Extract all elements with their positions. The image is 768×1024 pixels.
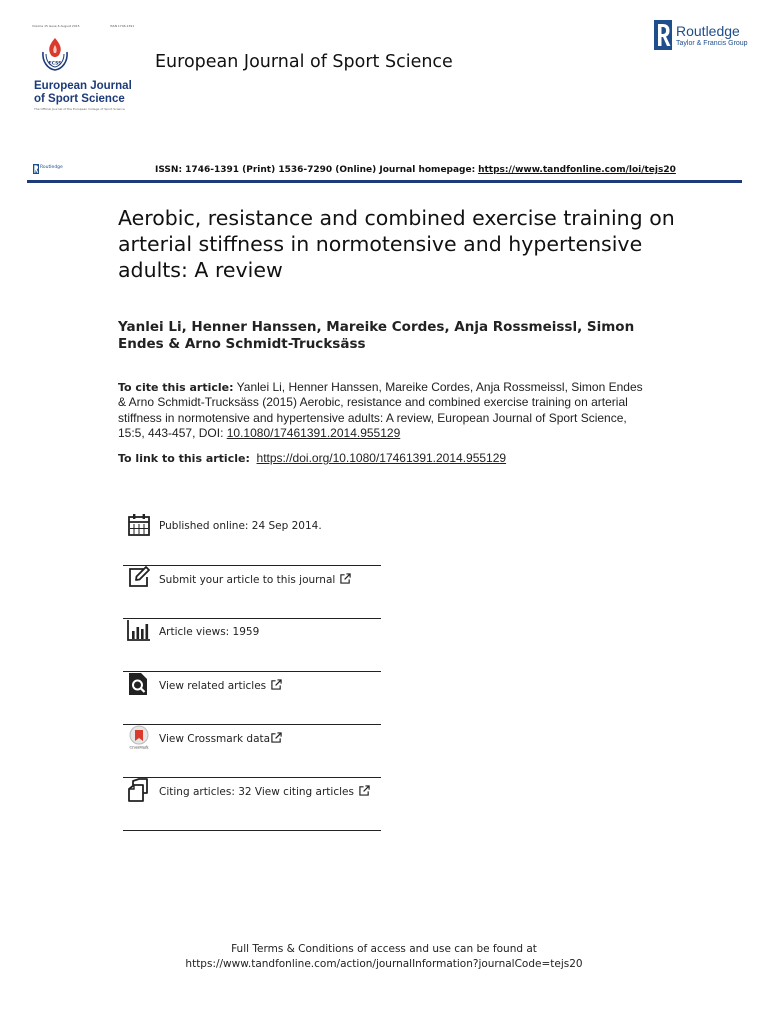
journal-cover-thumbnail xyxy=(28,24,138,114)
cover-title xyxy=(34,80,144,105)
published-online-row xyxy=(123,513,381,566)
citing-articles-link[interactable] xyxy=(159,785,370,798)
routledge-r-icon xyxy=(654,20,672,50)
publisher-name: Routledge xyxy=(676,23,740,39)
small-logo-text: Routledge xyxy=(40,165,63,170)
related-articles-row[interactable] xyxy=(123,672,381,725)
article-views-row xyxy=(123,619,381,672)
emblem-label: ECSS xyxy=(48,61,62,67)
cover-subtitle: The Official Journal of the European College of Sport Science xyxy=(34,107,125,111)
external-link-icon xyxy=(271,679,282,690)
issn-text: ISSN: 1746-1391 (Print) 1536-7290 (Online) Journal homepage: xyxy=(155,165,476,175)
article-link-line xyxy=(118,451,506,465)
article-views-text: Article views: 1959 xyxy=(159,626,260,638)
external-link-icon xyxy=(271,732,282,743)
publisher-group: Taylor & Francis Group xyxy=(676,40,748,47)
cover-issn-text: ISSN 1746-1391 xyxy=(110,24,135,28)
row-divider xyxy=(123,830,381,831)
article-title: Aerobic, resistance and combined exercise training on arterial stiffness in normotensive and hypertensive adults: A review xyxy=(118,206,675,282)
routledge-logo[interactable] xyxy=(654,20,754,52)
crossmark-text: View Crossmark data xyxy=(159,733,271,745)
bar-chart-icon xyxy=(127,619,151,643)
citing-articles-row[interactable] xyxy=(123,778,381,831)
footer-line1: Full Terms & Conditions of access and use can be found at xyxy=(231,943,537,955)
citation-label: To cite this article: xyxy=(118,381,234,394)
external-link-icon xyxy=(359,785,370,796)
citing-articles-text: Citing articles: 32 View citing articles xyxy=(159,786,354,798)
crossmark-row[interactable] xyxy=(123,725,381,778)
external-link-icon xyxy=(340,573,351,584)
crossmark-link[interactable] xyxy=(159,732,282,745)
search-document-icon xyxy=(127,672,151,696)
calendar-icon xyxy=(127,513,151,537)
cover-title-line1: European Journal xyxy=(34,80,132,92)
citing-articles-icon xyxy=(127,778,151,802)
article-doi-url[interactable]: https://doi.org/10.1080/17461391.2014.955129 xyxy=(256,451,507,465)
citation-block xyxy=(118,380,648,442)
published-online-text: Published online: 24 Sep 2014. xyxy=(159,520,322,532)
citation-text: Yanlei Li, Henner Hanssen, Mareike Cordes, Anja Rossmeissl, Simon Endes & Arno Schmidt-Trucksäss (2015) Aerobic, resistance and combined exercise training on arterial stiffness in normotensive and hypertensive adults: A review, European Journal of Sport Science, 15:5, 443-457, DOI: xyxy=(118,380,643,441)
crossmark-caption: CrossMark xyxy=(129,745,149,749)
submit-article-text: Submit your article to this journal xyxy=(159,574,336,586)
related-articles-text: View related articles xyxy=(159,680,267,692)
edit-icon xyxy=(127,566,151,590)
doi-link[interactable]: 10.1080/17461391.2014.955129 xyxy=(226,426,401,441)
journal-name: European Journal of Sport Science xyxy=(155,52,453,72)
small-r-icon xyxy=(33,164,39,174)
submit-article-row[interactable] xyxy=(123,566,381,619)
terms-footer xyxy=(0,942,768,972)
article-authors: Yanlei Li, Henner Hanssen, Mareike Cordes, Anja Rossmeissl, Simon Endes & Arno Schmidt-Trucksäss xyxy=(118,319,635,352)
crossmark-icon xyxy=(127,725,151,749)
related-articles-link[interactable] xyxy=(159,679,282,692)
issn-line xyxy=(155,165,676,175)
header-divider xyxy=(27,180,742,183)
submit-article-link[interactable] xyxy=(159,573,351,586)
link-label: To link to this article: xyxy=(118,452,250,465)
journal-homepage-link[interactable]: https://www.tandfonline.com/loi/tejs20 xyxy=(478,165,676,175)
small-routledge-logo xyxy=(33,164,73,176)
cover-issue-text: Volume 15 Issue 6 August 2015 xyxy=(32,24,80,28)
footer-terms-url[interactable]: https://www.tandfonline.com/action/journalInformation?journalCode=tejs20 xyxy=(185,958,583,970)
cover-title-line2: of Sport Science xyxy=(34,92,125,105)
ecss-emblem-icon xyxy=(38,35,72,75)
